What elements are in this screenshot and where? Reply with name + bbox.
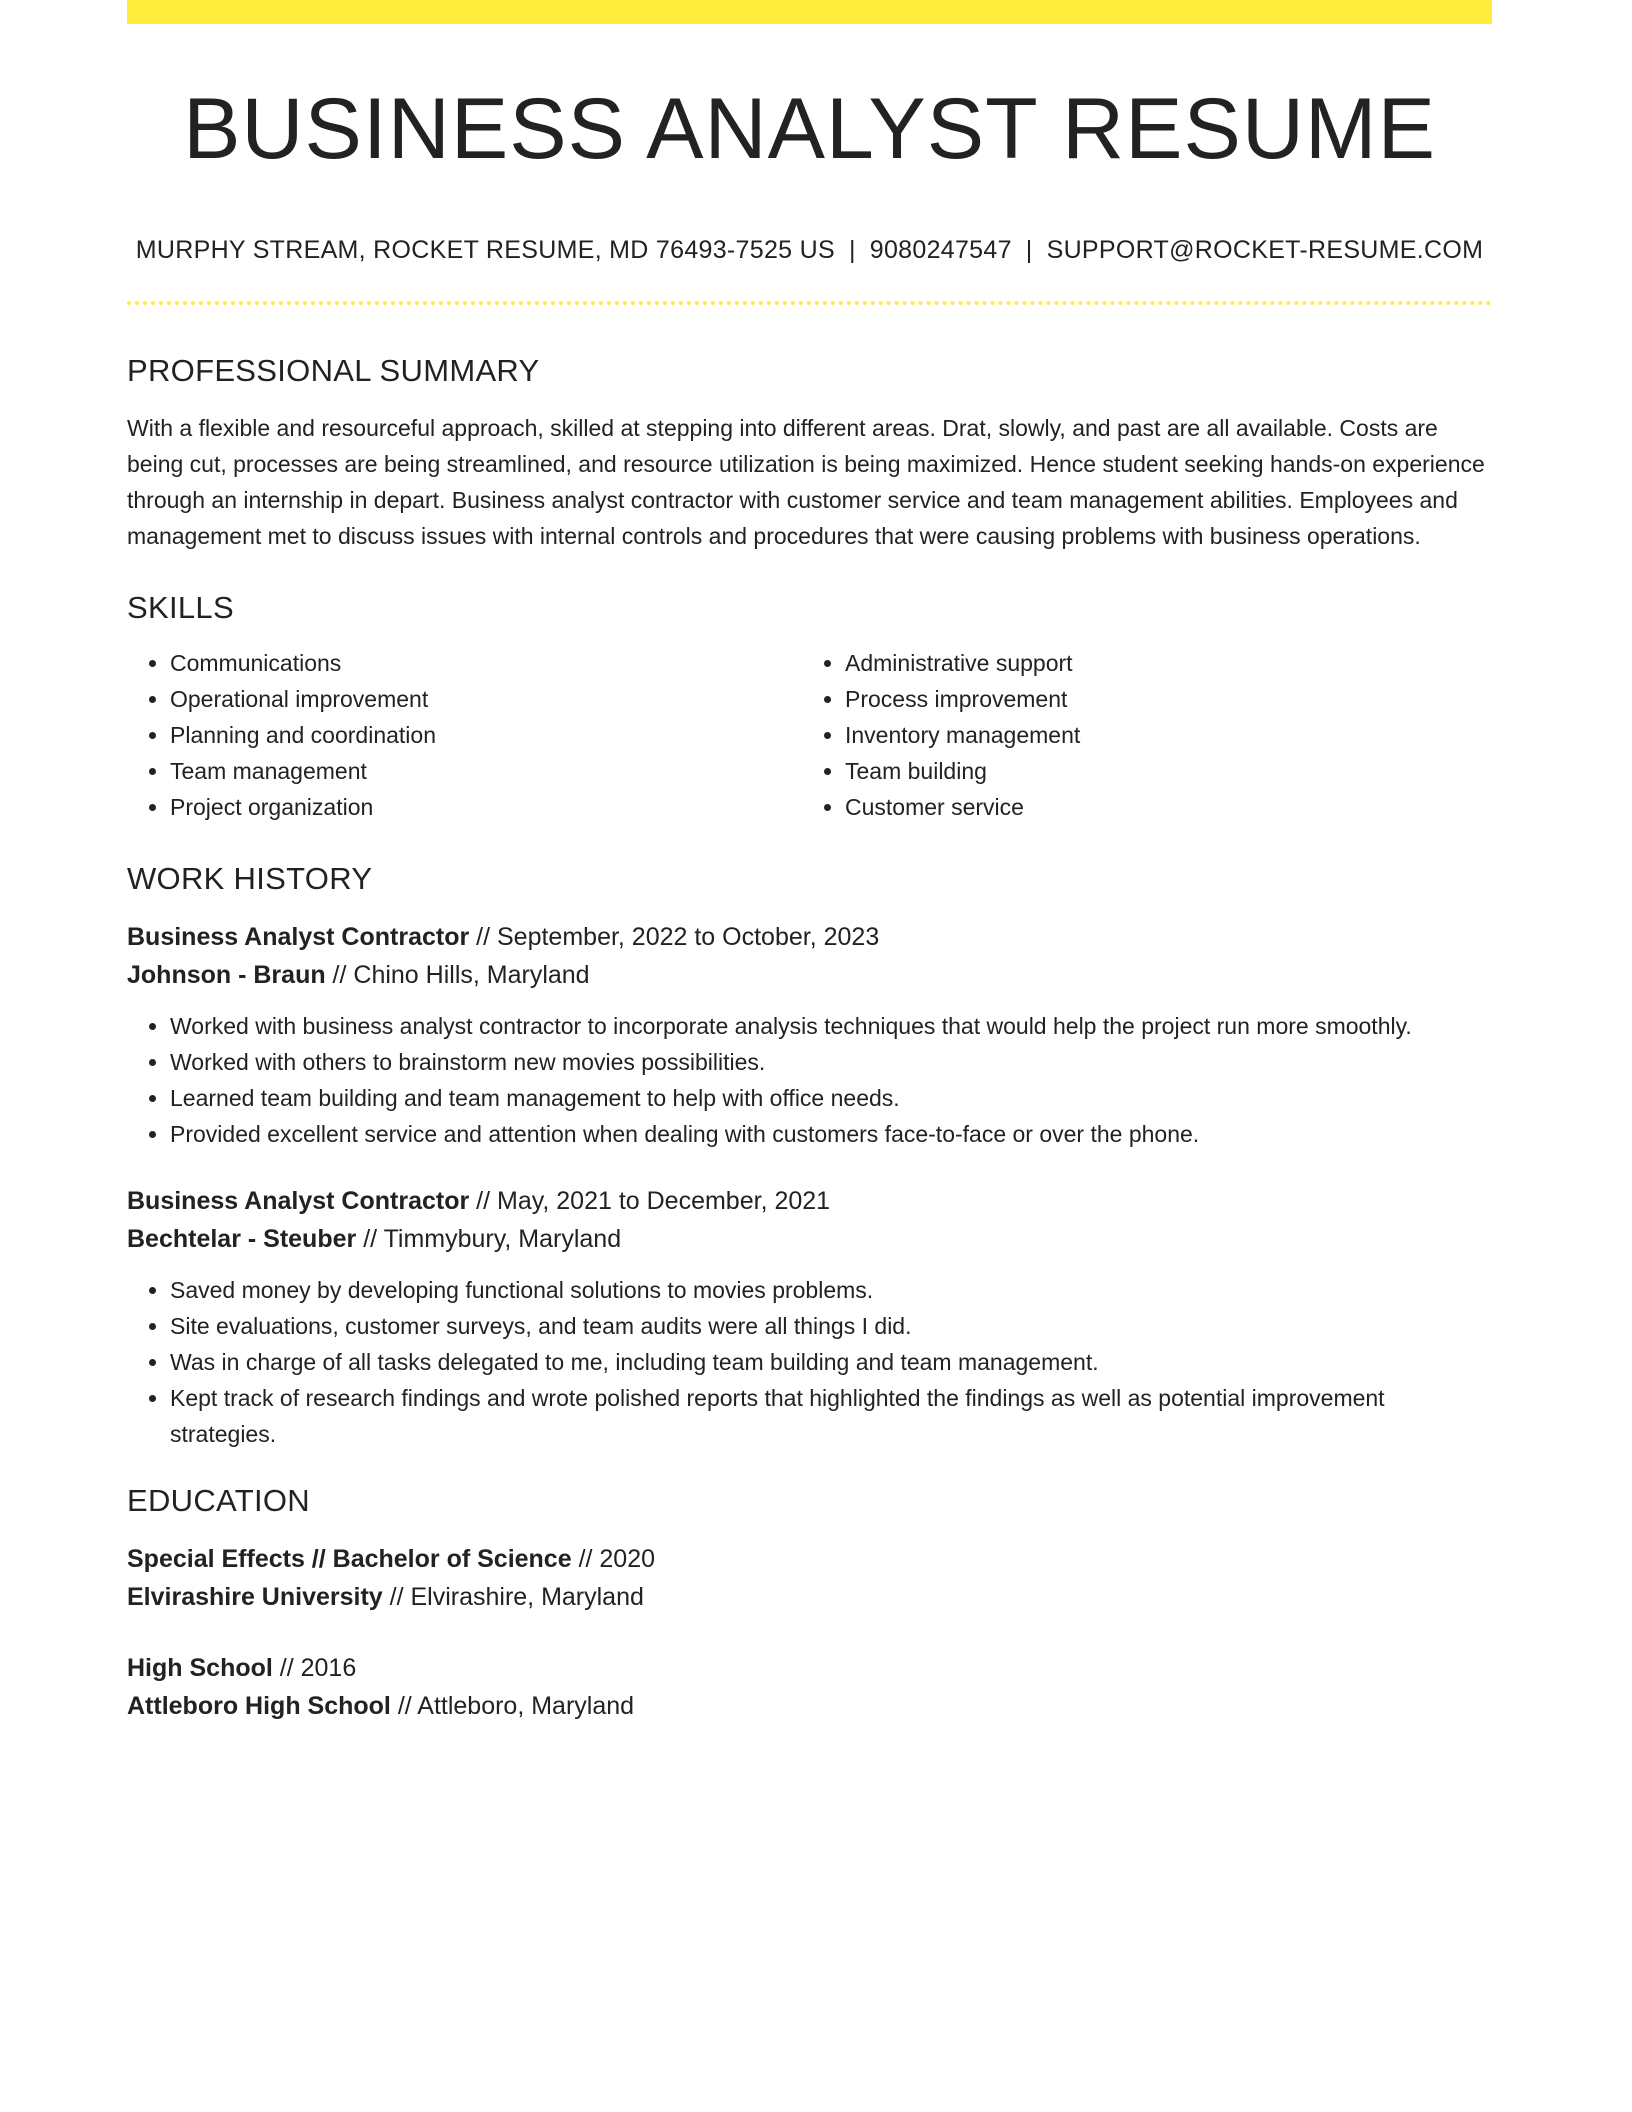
resume-title: BUSINESS ANALYST RESUME [183, 81, 1436, 177]
education-school-line [127, 1578, 1492, 1616]
job-location: // Timmybury, Maryland [356, 1225, 622, 1253]
education-location: // Attleboro, Maryland [390, 1692, 635, 1720]
summary-heading: PROFESSIONAL SUMMARY [127, 353, 540, 388]
job-company: Johnson - Braun [127, 961, 326, 989]
education-degree: High School [127, 1654, 273, 1682]
work-history-heading: WORK HISTORY [127, 861, 373, 896]
job-role-line [127, 918, 1492, 956]
education-school-line [127, 1687, 1492, 1725]
skill-item: • Customer service [845, 789, 1475, 825]
job-entry [127, 918, 1492, 1152]
skills-column-right [800, 645, 1475, 825]
job-role-line [127, 1182, 1492, 1220]
resume-page [127, 0, 1492, 1725]
education-year: // 2020 [571, 1545, 656, 1573]
job-bullet: • Provided excellent service and attention when dealing with customers face-to-face or over the phone. [170, 1116, 1492, 1152]
education-location: // Elvirashire, Maryland [382, 1583, 644, 1611]
skill-item: • Communications [170, 645, 800, 681]
education-entry [127, 1540, 1492, 1616]
job-bullet: • Kept track of research findings and wrote polished reports that highlighted the findings as well as potential improvement strategies. [170, 1380, 1492, 1452]
contact-phone: 9080247547 [869, 236, 1012, 264]
job-location: // Chino Hills, Maryland [325, 961, 590, 989]
contact-separator: | [1025, 236, 1033, 264]
skill-item: • Team management [170, 753, 800, 789]
job-bullet: • Worked with business analyst contractor to incorporate analysis techniques that would help the project run more smoothly. [170, 1008, 1492, 1044]
skill-item: • Administrative support [845, 645, 1475, 681]
education-degree: Special Effects // Bachelor of Science [127, 1545, 572, 1573]
job-dates: // September, 2022 to October, 2023 [469, 923, 880, 951]
job-bullets [127, 1272, 1492, 1452]
skill-item: • Operational improvement [170, 681, 800, 717]
skill-item: • Process improvement [845, 681, 1475, 717]
job-bullet: • Saved money by developing functional solutions to movies problems. [170, 1272, 1492, 1308]
education-heading: EDUCATION [127, 1483, 310, 1518]
job-bullets [127, 1008, 1492, 1152]
skills-list [127, 645, 1492, 825]
skills-heading: SKILLS [127, 590, 234, 625]
education-degree-line [127, 1649, 1492, 1687]
education-year: // 2016 [272, 1654, 357, 1682]
skill-item: • Project organization [170, 789, 800, 825]
job-entry [127, 1182, 1492, 1452]
education-degree-line [127, 1540, 1492, 1578]
education-entry [127, 1649, 1492, 1725]
job-bullet: • Learned team building and team management to help with office needs. [170, 1080, 1492, 1116]
contact-separator: | [848, 236, 856, 264]
skill-item: • Inventory management [845, 717, 1475, 753]
job-company: Bechtelar - Steuber [127, 1225, 357, 1253]
job-bullet: • Worked with others to brainstorm new movies possibilities. [170, 1044, 1492, 1080]
skills-column-left [127, 645, 800, 825]
education-school: Attleboro High School [127, 1692, 391, 1720]
summary-text: With a flexible and resourceful approach, skilled at stepping into different areas. Drat, slowly, and past are all available. Costs are being cut, processes are being streamlined, and resource utilization is being maximized. Hence student seeking hands-on experience through an internship in depart. Business analyst contractor with customer service and team management abilities. Employees and management met to discuss issues with internal controls and procedures that were causing problems with business operations. [127, 415, 1485, 549]
job-dates: // May, 2021 to December, 2021 [469, 1187, 831, 1215]
contact-line [127, 238, 1492, 263]
contact-email: SUPPORT@ROCKET-RESUME.COM [1046, 236, 1484, 264]
education-school: Elvirashire University [127, 1583, 383, 1611]
job-company-line [127, 956, 1492, 994]
job-bullet: • Site evaluations, customer surveys, and team audits were all things I did. [170, 1308, 1492, 1344]
skill-item: • Team building [845, 753, 1475, 789]
skill-item: • Planning and coordination [170, 717, 800, 753]
top-accent-bar [127, 0, 1492, 24]
job-role: Business Analyst Contractor [127, 1187, 470, 1215]
job-company-line [127, 1220, 1492, 1258]
dotted-divider [127, 301, 1492, 305]
job-bullet: • Was in charge of all tasks delegated to me, including team building and team management. [170, 1344, 1492, 1380]
contact-address: MURPHY STREAM, ROCKET RESUME, MD 76493-7525 US [135, 236, 835, 264]
job-role: Business Analyst Contractor [127, 923, 470, 951]
